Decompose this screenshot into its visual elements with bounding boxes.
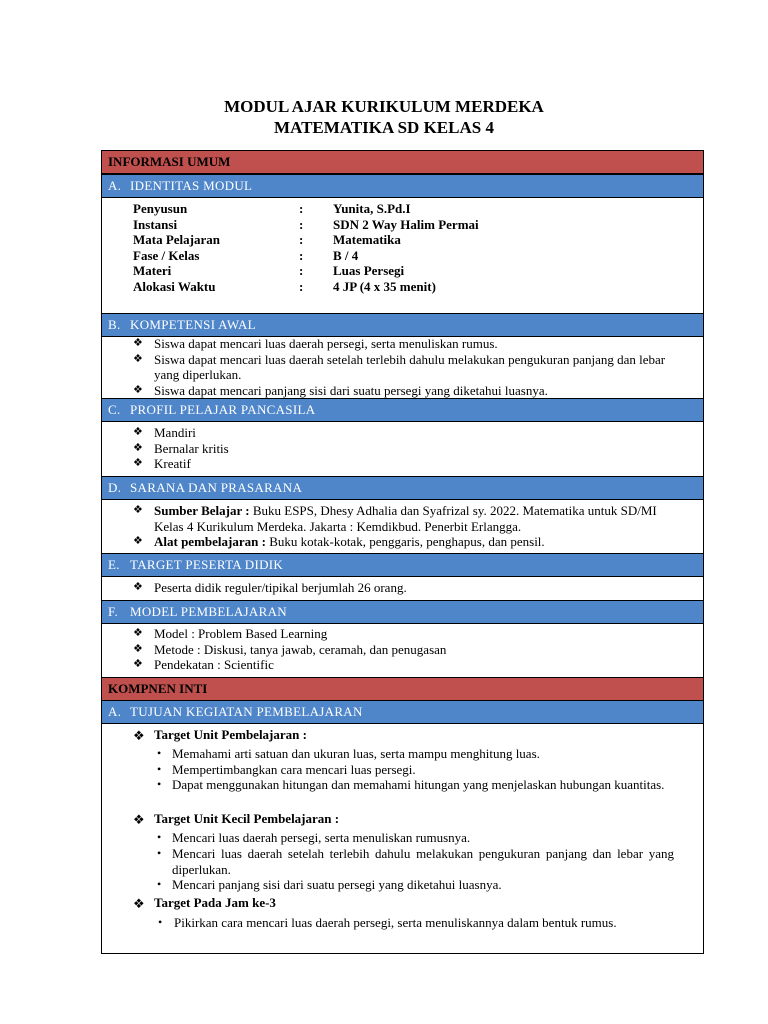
identity-separator: : [299, 201, 304, 216]
bullet-dot-icon: • [157, 846, 162, 860]
subsection-heading: Target Unit Pembelajaran : [154, 727, 307, 742]
section-label: IDENTITAS MODUL [130, 178, 253, 193]
section-profil-pelajar-pancasila [101, 398, 704, 422]
section-label: SARANA DAN PRASARANA [130, 480, 303, 495]
section-label: TARGET PESERTA DIDIK [130, 557, 284, 572]
list-item: Mencari panjang sisi dari suatu persegi yang diketahui luasnya. [172, 877, 502, 892]
section-kompetensi-awal [101, 313, 704, 337]
section-letter: A. [108, 704, 122, 719]
list-item: Siswa dapat mencari luas daerah persegi, serta menuliskan rumus. [154, 336, 498, 351]
section-letter: E. [108, 557, 120, 572]
section-letter: B. [108, 317, 121, 332]
section-komponen-inti [101, 677, 704, 701]
identity-value: Yunita, S.Pd.I [333, 201, 411, 216]
diamond-bullet-icon: ❖ [133, 581, 143, 593]
identity-label: Alokasi Waktu [133, 278, 216, 294]
diamond-bullet-icon: ❖ [133, 535, 143, 547]
identity-separator: : [299, 278, 304, 294]
diamond-bullet-icon: ❖ [133, 728, 145, 743]
list-item: Mencari luas daerah setelah terlebih dahulu melakukan pengukuran panjang dan lebar yang diperlukan. [172, 846, 674, 877]
diamond-bullet-icon: ❖ [133, 896, 145, 911]
list-item: Mandiri [154, 425, 196, 440]
section-tujuan-kegiatan [101, 700, 704, 724]
identity-value: Matematika [333, 232, 401, 247]
section-label: INFORMASI UMUM [108, 154, 231, 169]
diamond-bullet-icon: ❖ [133, 658, 143, 670]
section-identitas-modul [101, 174, 704, 198]
list-item-text: Buku kotak-kotak, penggaris, penghapus, dan pensil. [265, 534, 545, 549]
section-letter: A. [108, 178, 122, 193]
bullet-dot-icon: • [158, 915, 163, 929]
list-item: Bernalar kritis [154, 440, 229, 456]
subsection-heading: Target Pada Jam ke-3 [154, 895, 276, 910]
section-informasi-umum [101, 150, 704, 174]
diamond-bullet-icon: ❖ [133, 426, 143, 438]
identity-separator: : [299, 263, 304, 278]
diamond-bullet-icon: ❖ [133, 504, 143, 516]
section-model-pembelajaran [101, 600, 704, 624]
identity-label: Mata Pelajaran [133, 232, 221, 247]
identity-label: Materi [133, 263, 172, 278]
bullet-dot-icon: • [157, 877, 162, 891]
section-letter: F. [108, 604, 119, 619]
diamond-bullet-icon: ❖ [133, 627, 143, 639]
section-label: KOMPNEN INTI [108, 681, 208, 696]
bullet-dot-icon: • [157, 830, 162, 844]
section-letter: C. [108, 402, 121, 417]
list-item: Siswa dapat mencari luas daerah setelah terlebih dahulu melakukan pengukuran panjang dan lebar yang diperlukan. [154, 351, 666, 382]
list-item: Pikirkan cara mencari luas daerah persegi, serta menuliskannya dalam bentuk rumus. [174, 915, 617, 930]
list-item [154, 534, 694, 550]
subsection-heading: Target Unit Kecil Pembelajaran : [154, 811, 340, 826]
document-title: MODUL AJAR KURIKULUM MERDEKA [224, 97, 544, 116]
list-item: Dapat menggunakan hitungan dan memahami hitungan yang menjelaskan hubungan kuantitas. [172, 777, 665, 792]
identity-value: 4 JP (4 x 35 menit) [333, 278, 436, 294]
bullet-dot-icon: • [157, 746, 162, 760]
diamond-bullet-icon: ❖ [133, 457, 143, 469]
section-label: MODEL PEMBELAJARAN [130, 604, 287, 619]
diamond-bullet-icon: ❖ [133, 812, 145, 827]
identity-separator: : [299, 216, 304, 232]
list-item-text: Buku ESPS, Dhesy Adhalia dan Syafrizal sy. 2022. Matematika untuk SD/MI Kelas 4 Kurikulum Merdeka. Jakarta : Kemdikbud. Penerbit Erlangga. [154, 503, 657, 534]
section-label: TUJUAN KEGIATAN PEMBELAJARAN [130, 704, 363, 719]
identity-value: B / 4 [333, 247, 359, 263]
diamond-bullet-icon: ❖ [133, 337, 143, 349]
list-item: Siswa dapat mencari panjang sisi dari suatu persegi yang diketahui luasnya. [154, 383, 548, 398]
diamond-bullet-icon: ❖ [133, 441, 143, 454]
identity-separator: : [299, 232, 304, 247]
bullet-dot-icon: • [157, 761, 162, 776]
section-target-peserta-didik [101, 553, 704, 577]
list-item: Model : Problem Based Learning [154, 626, 328, 641]
list-item: Peserta didik reguler/tipikal berjumlah 26 orang. [154, 580, 407, 595]
section-label: PROFIL PELAJAR PANCASILA [130, 402, 316, 417]
list-item [154, 503, 674, 534]
list-item: Metode : Diskusi, tanya jawab, ceramah, dan penugasan [154, 641, 447, 657]
section-letter: D. [108, 480, 122, 495]
identity-label: Instansi [133, 216, 178, 232]
diamond-bullet-icon: ❖ [133, 384, 143, 396]
list-item: Memahami arti satuan dan ukuran luas, serta mampu menghitung luas. [172, 746, 540, 761]
identity-label: Fase / Kelas [133, 247, 200, 263]
list-item-label: Sumber Belajar : [154, 503, 250, 518]
identity-label: Penyusun [133, 201, 188, 216]
list-item: Pendekatan : Scientific [154, 657, 274, 672]
identity-value: Luas Persegi [333, 263, 405, 278]
diamond-bullet-icon: ❖ [133, 642, 143, 655]
list-item: Mencari luas daerah persegi, serta menuliskan rumusnya. [172, 830, 471, 845]
section-sarana-prasarana [101, 476, 704, 500]
list-item: Kreatif [154, 456, 191, 471]
section-label: KOMPETENSI AWAL [130, 317, 256, 332]
bullet-dot-icon: • [157, 777, 162, 791]
document-subtitle: MATEMATIKA SD KELAS 4 [274, 118, 494, 137]
identity-value: SDN 2 Way Halim Permai [333, 216, 479, 232]
diamond-bullet-icon: ❖ [133, 352, 143, 365]
list-item-label: Alat pembelajaran : [154, 534, 266, 549]
identity-separator: : [299, 247, 304, 263]
list-item: Mempertimbangkan cara mencari luas persegi. [172, 761, 416, 777]
